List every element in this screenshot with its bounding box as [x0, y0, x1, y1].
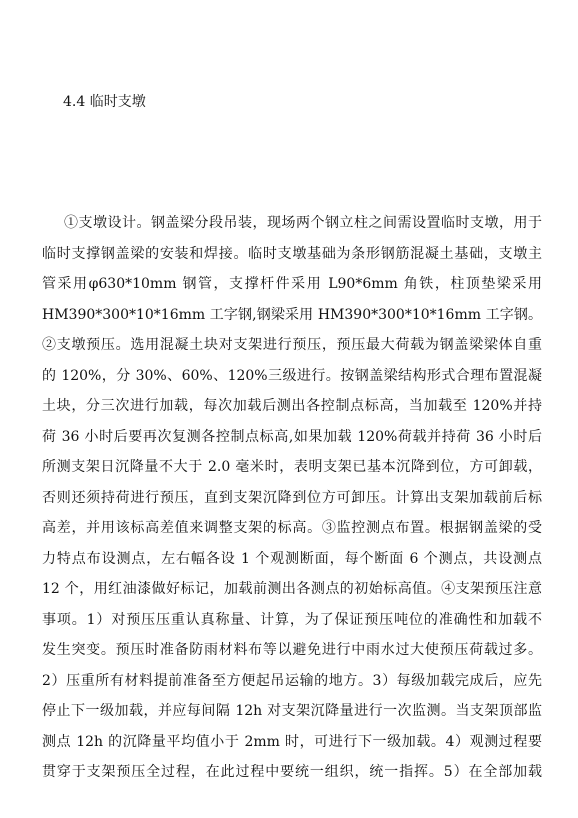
paragraph-line: HM390*300*10*16mm 工字钢,钢梁采用 HM390*300*10*16mm 工字钢。	[42, 306, 542, 323]
paragraph-line: 2）压重所有材料提前准备至方便起吊运输的地方。3）每级加载完成后，应先	[42, 672, 542, 689]
paragraph-line: 管采用φ630*10mm 钢管，支撑杆件采用 L90*6mm 角铁，柱顶垫梁采用	[42, 276, 542, 292]
paragraph-line: 土块，分三次进行加载，每次加载后测出各控制点标高，当加载至 120%并持	[42, 398, 542, 414]
paragraph-line: 发生突变。预压时准备防雨材料布等以避免进行中雨水过大使预压荷载过多。	[42, 642, 542, 658]
section-heading: 4.4 临时支墩	[63, 94, 146, 110]
paragraph-line: ①支墩设计。钢盖梁分段吊装，现场两个钢立柱之间需设置临时支墩，用于	[64, 215, 542, 231]
paragraph-line: 的 120%，分 30%、60%、120%三级进行。按钢盖梁结构形式合理布置混凝	[42, 367, 542, 384]
paragraph-line: 高差，并用该标高差值来调整支架的标高。③监控测点布置。根据钢盖梁的受	[42, 520, 542, 536]
paragraph-line: ②支墩预压。选用混凝土块对支架进行预压，预压最大荷载为钢盖梁梁体自重	[42, 337, 542, 353]
paragraph-line: 所测支架日沉降量不大于 2.0 毫米时，表明支架已基本沉降到位，方可卸载，	[42, 459, 542, 475]
paragraph-line: 否则还须持荷进行预压，直到支架沉降到位方可卸压。计算出支架加载前后标	[42, 489, 542, 506]
paragraph-line: 力特点布设测点，左右幅各设 1 个观测断面，每个断面 6 个测点，共设测点	[42, 550, 542, 567]
paragraph-line: 荷 36 小时后要再次复测各控制点标高,如果加载 120%荷载并持荷 36 小时后	[42, 428, 542, 445]
paragraph-line: 贯穿于支架预压全过程，在此过程中要统一组织，统一指挥。5）在全部加载	[42, 764, 542, 780]
paragraph-line: 临时支撑钢盖梁的安装和焊接。临时支墩基础为条形钢筋混凝土基础，支墩主	[42, 245, 542, 262]
paragraph-line: 事项。1）对预压压重认真称量、计算，为了保证预压吨位的准确性和加载不	[42, 611, 542, 628]
paragraph-line: 测点 12h 的沉降量平均值小于 2mm 时，可进行下一级加载。4）观测过程要	[42, 733, 542, 750]
paragraph-line: 12 个，用红油漆做好标记，加载前测出各测点的初始标高值。④支架预压注意	[42, 581, 542, 597]
paragraph-line: 停止下一级加载，并应每间隔 12h 对支架沉降量进行一次监测。当支架顶部监	[42, 703, 542, 719]
body-paragraph	[42, 208, 542, 788]
